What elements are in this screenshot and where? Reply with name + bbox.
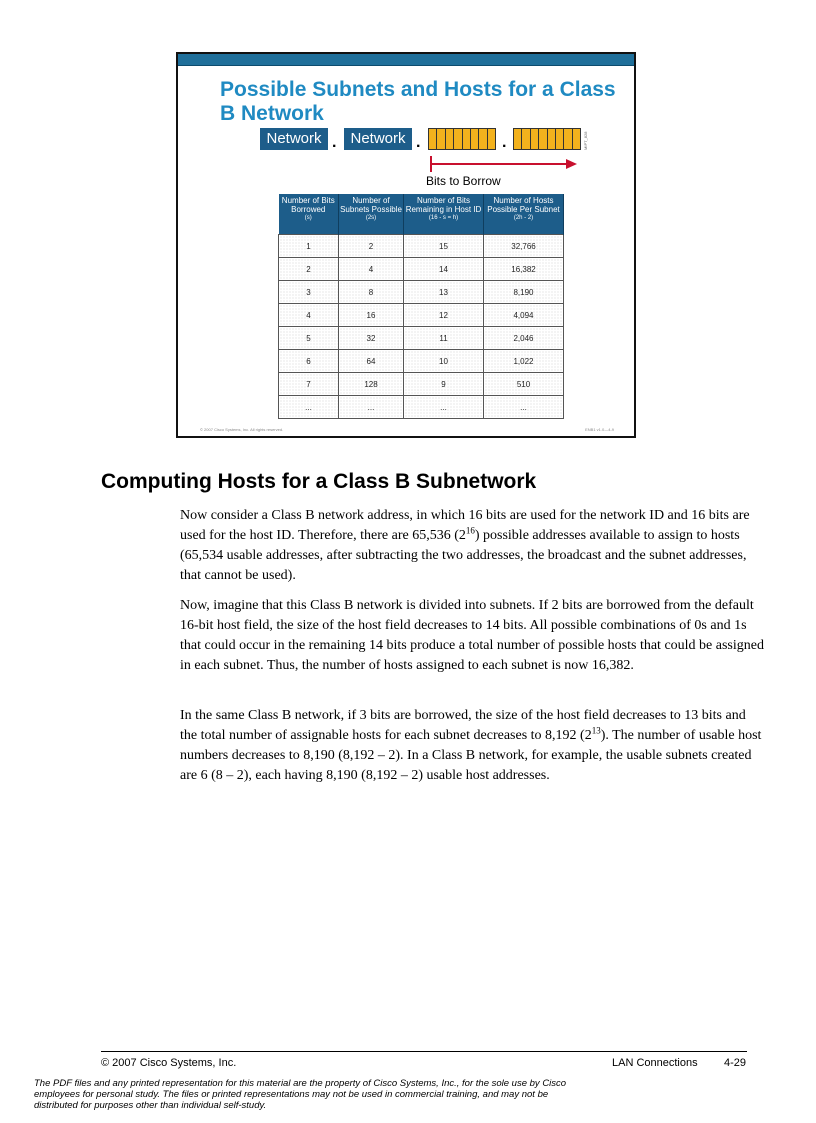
table-cell: 15 (404, 235, 484, 258)
host-octet-1 (428, 128, 496, 150)
paragraph-3: In the same Class B network, if 3 bits are borrowed, the size of the host field decreases to 13 bits and the total number of assignable hosts for each subnet decreases to 8,192 $(2^{13})$. The number of usable host numbers decreases to 8,190 (8,192 – 2). In a Class B network, for example, the usable subnets created are 6 (8 – 2), each having 8,190 (8,192 – 2) usable host addresses. (180, 708, 762, 783)
table-cell: 12 (404, 304, 484, 327)
table-cell: 8,190 (484, 281, 564, 304)
table-row (279, 396, 564, 419)
table-row (279, 350, 564, 373)
table-cell: 13 (404, 281, 484, 304)
paragraph-1: Now consider a Class B network address, in which 16 bits are used for the network ID and 16 bits are used for the host ID. Therefore, there are 65,536 $(2^{16})$ possible addresses available to assign to hosts (65,534 usable addresses, after subtracting the two addresses, the broadcast and the subnet addresses, that cannot be used). (180, 508, 750, 583)
table-cell: 14 (404, 258, 484, 281)
table-cell: ... (339, 396, 404, 419)
slide-top-bar (178, 54, 634, 66)
address-dot-3: . (502, 134, 507, 151)
table-cell: 4,094 (484, 304, 564, 327)
table-cell: 1 (279, 235, 339, 258)
footer-page-number: 4-29 (724, 1057, 747, 1069)
table-cell: 16 (339, 304, 404, 327)
table-cell: 32 (339, 327, 404, 350)
table-cell: 8 (339, 281, 404, 304)
table-cell: ... (279, 396, 339, 419)
table-cell: 128 (339, 373, 404, 396)
network-octet-1: Network (260, 128, 328, 150)
table-cell: 2 (339, 235, 404, 258)
table-row (279, 281, 564, 304)
table-cell: 64 (339, 350, 404, 373)
table-header-row (279, 194, 564, 235)
section-heading: Computing Hosts for a Class B Subnetwork (101, 470, 537, 493)
table-cell: 1,022 (484, 350, 564, 373)
subnet-table (278, 194, 564, 419)
footer-course: LAN Connections (612, 1057, 698, 1069)
slide-figure (176, 52, 636, 438)
slide-copyright: © 2007 Cisco Systems, Inc. All rights reserved. (200, 427, 284, 432)
table-row (279, 258, 564, 281)
table-cell: 510 (484, 373, 564, 396)
address-dot-2: . (416, 134, 421, 151)
slide-code: MIPT_828 (583, 131, 588, 150)
footer-divider (101, 1051, 747, 1052)
table-cell: 7 (279, 373, 339, 396)
table-row (279, 327, 564, 350)
table-cell: 32,766 (484, 235, 564, 258)
slide-id: ENB1 v1.0—4-9 (585, 427, 614, 432)
table-row (279, 373, 564, 396)
table-row (279, 304, 564, 327)
table-row (279, 235, 564, 258)
footer-disclaimer: The PDF files and any printed representation for this material are the property of Cisco Systems, Inc., for the sole use by Cisco employees for personal study. The files or printed representations may not be used in commercial training, and may not be distributed for purposes other than individual self-study. (34, 1078, 567, 1111)
table-cell: 4 (339, 258, 404, 281)
table-cell: 2 (279, 258, 339, 281)
footer-copyright: © 2007 Cisco Systems, Inc. (101, 1057, 237, 1069)
address-dot-1: . (332, 134, 337, 151)
table-cell: 6 (279, 350, 339, 373)
table-cell: 16,382 (484, 258, 564, 281)
host-octet-2 (513, 128, 581, 150)
table-cell: 9 (404, 373, 484, 396)
bits-arrow-icon (430, 154, 578, 174)
header-bits-remaining: Number of Bits Remaining in Host ID (16 - s = h) (404, 194, 484, 235)
table-cell: 11 (404, 327, 484, 350)
slide-title: Possible Subnets and Hosts for a Class B Network (220, 78, 616, 125)
bits-to-borrow-label: Bits to Borrow (426, 174, 501, 188)
header-hosts-possible: Number of Hosts Possible Per Subnet (2h - 2) (484, 194, 564, 235)
table-cell: 3 (279, 281, 339, 304)
table-cell: 4 (279, 304, 339, 327)
table-cell: 5 (279, 327, 339, 350)
paragraph-2: Now, imagine that this Class B network is divided into subnets. If 2 bits are borrowed from the default 16-bit host field, the size of the host field decreases to 14 bits. All possible combinations of 0s and 1s that could occur in the remaining 14 bits produce a total number of possible hosts that could be assigned in each subnet. Thus, the number of hosts assigned to each subnet is now 16,382. (180, 598, 764, 673)
network-octet-2: Network (344, 128, 412, 150)
header-bits-borrowed: Number of Bits Borrowed (s) (279, 194, 339, 235)
table-cell: ... (404, 396, 484, 419)
table-cell: 10 (404, 350, 484, 373)
table-cell: ... (484, 396, 564, 419)
header-subnets-possible: Number of Subnets Possible (2s) (339, 194, 404, 235)
table-cell: 2,046 (484, 327, 564, 350)
